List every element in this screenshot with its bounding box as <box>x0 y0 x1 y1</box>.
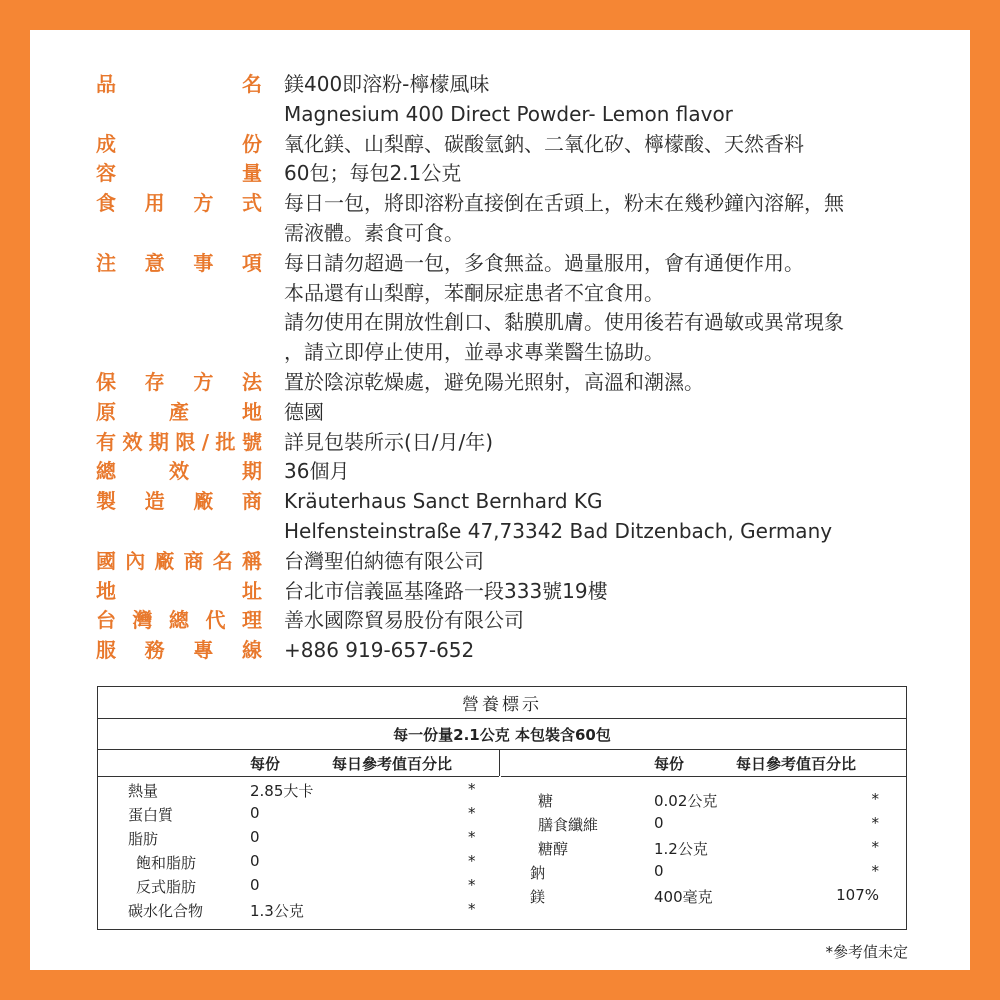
nutrient-name: 鈉 <box>530 864 546 882</box>
nutrient-name: 反式脂肪 <box>136 878 197 896</box>
info-label <box>96 636 284 666</box>
info-label <box>96 428 284 458</box>
label-char: 存 <box>144 369 165 394</box>
label-char: 項 <box>241 250 262 275</box>
info-value <box>284 159 461 189</box>
info-row-usage <box>96 189 926 249</box>
info-value <box>284 636 474 666</box>
info-row-address <box>96 577 926 607</box>
label-char: 效 <box>122 429 143 454</box>
label-char: 用 <box>144 191 165 216</box>
label-char: 理 <box>242 608 262 633</box>
label-char: 品 <box>96 72 116 96</box>
nutrient-amount: 0.02公克 <box>654 792 718 810</box>
info-value-line: 氧化鎂、山梨醇、碳酸氫鈉、二氧化矽、檸檬酸、天然香料 <box>284 131 804 156</box>
label-char: 地 <box>96 578 116 603</box>
nutrient-daily-pct: * <box>468 852 476 870</box>
label-char: 食 <box>96 191 116 216</box>
nutrition-body <box>98 750 906 929</box>
column-divider <box>499 750 500 776</box>
label-char: 內 <box>125 548 146 573</box>
label-char: 號 <box>241 429 262 454</box>
header-per-serving: 每份 <box>654 755 685 773</box>
label-char: 容 <box>96 161 116 186</box>
label-char: 務 <box>144 638 165 663</box>
info-label <box>96 249 284 279</box>
info-row-service <box>96 636 926 666</box>
nutrient-daily-pct: * <box>871 838 879 856</box>
info-value-line: 36個月 <box>284 459 350 484</box>
info-value <box>284 457 349 487</box>
label-char: 線 <box>241 638 262 663</box>
nutrient-daily-pct: 107% <box>836 886 879 904</box>
nutrient-amount: 0 <box>654 814 664 832</box>
info-value <box>284 398 324 428</box>
nutrient-name: 熱量 <box>128 782 159 800</box>
label-char: 灣 <box>132 608 153 633</box>
label-char: / <box>201 429 210 454</box>
label-char: 原 <box>96 399 116 424</box>
info-row-cautions <box>96 249 926 368</box>
info-value-line: 需液體。素食可食。 <box>284 220 464 245</box>
label-char: 限 <box>175 429 196 454</box>
label-char: 期 <box>242 459 262 484</box>
label-char: 保 <box>96 369 116 394</box>
info-label <box>96 547 284 577</box>
nutrient-daily-pct: * <box>871 790 879 808</box>
nutrient-name: 碳水化合物 <box>128 902 204 920</box>
label-char: 產 <box>169 399 189 424</box>
info-label <box>96 159 284 189</box>
info-label <box>96 368 284 398</box>
nutrient-daily-pct: * <box>871 862 879 880</box>
info-row-agent <box>96 606 926 636</box>
info-value-line: Kräuterhaus Sanct Bernhard KG <box>284 489 603 514</box>
info-value-line: 60包；每包2.1公克 <box>284 161 462 186</box>
info-value-line: ，請立即停止使用，並尋求專業醫生協助。 <box>284 340 664 365</box>
info-value-line: 請勿使用在開放性創口、黏膜肌膚。使用後若有過敏或異常現象 <box>284 310 844 335</box>
label-card <box>30 30 970 970</box>
info-label <box>96 189 284 219</box>
info-row-shelf-life <box>96 457 926 487</box>
info-value-line: 善水國際貿易股份有限公司 <box>284 608 524 633</box>
info-value <box>284 577 608 607</box>
label-char: 專 <box>193 638 214 663</box>
info-value <box>284 189 844 249</box>
info-row-manufacturer <box>96 487 926 547</box>
info-row-ingredients <box>96 130 926 160</box>
nutrient-amount: 0 <box>250 852 260 870</box>
info-value-line: Helfensteinstraße 47,73342 Bad Ditzenbach, Germany <box>284 518 833 543</box>
info-label <box>96 130 284 160</box>
label-char: 份 <box>242 131 262 156</box>
label-char: 意 <box>144 250 165 275</box>
info-row-expiry <box>96 428 926 458</box>
nutrient-name: 飽和脂肪 <box>136 854 197 872</box>
info-value <box>284 70 733 130</box>
nutrition-title: 營養標示 <box>98 687 906 719</box>
label-char: 服 <box>96 638 116 663</box>
serving-info: 每一份量2.1公克 本包裝含60包 <box>98 719 906 750</box>
info-row-capacity <box>96 159 926 189</box>
label-char: 總 <box>169 608 189 633</box>
info-value <box>284 487 832 547</box>
info-value-line: 德國 <box>284 399 324 424</box>
nutrient-name: 膳食纖維 <box>538 816 599 834</box>
footnote: *參考值未定 <box>825 943 908 961</box>
info-value-line: 置於陰涼乾燥處，避免陽光照射，高溫和潮濕。 <box>284 369 704 394</box>
label-char: 總 <box>96 459 116 484</box>
label-char: 期 <box>148 429 169 454</box>
header-daily-pct: 每日參考值百分比 <box>736 755 857 773</box>
nutrient-amount: 400毫克 <box>654 888 713 906</box>
label-char: 成 <box>96 131 116 156</box>
label-char: 批 <box>215 429 236 454</box>
info-label <box>96 70 284 100</box>
label-char: 注 <box>96 250 116 275</box>
label-char: 製 <box>96 489 116 514</box>
nutrient-name: 脂肪 <box>128 830 159 848</box>
info-value-line: +886 919-657-652 <box>284 638 475 663</box>
header-underline <box>501 776 906 777</box>
header-per-serving: 每份 <box>250 755 281 773</box>
info-row-origin <box>96 398 926 428</box>
nutrient-amount: 0 <box>250 804 260 822</box>
label-char: 稱 <box>241 548 262 573</box>
label-char: 台 <box>96 608 116 633</box>
nutrient-amount: 1.3公克 <box>250 902 304 920</box>
info-label <box>96 457 284 487</box>
info-value-line: 每日一包，將即溶粉直接倒在舌頭上，粉末在幾秒鐘內溶解，無 <box>284 191 844 216</box>
nutrient-name: 糖 <box>538 792 554 810</box>
info-row-domestic-company <box>96 547 926 577</box>
nutrition-table <box>97 686 907 930</box>
info-label <box>96 398 284 428</box>
product-info <box>96 70 926 666</box>
info-label <box>96 577 284 607</box>
label-char: 方 <box>193 191 214 216</box>
label-char: 地 <box>242 399 262 424</box>
nutrient-daily-pct: * <box>468 876 476 894</box>
info-value <box>284 606 524 636</box>
label-char: 事 <box>193 250 214 275</box>
info-value-line: 詳見包裝所示(日/月/年) <box>284 429 494 454</box>
label-char: 方 <box>193 369 214 394</box>
label-char: 廠 <box>154 548 175 573</box>
header-underline <box>98 776 499 777</box>
nutrient-amount: 0 <box>654 862 664 880</box>
info-value-line: 鎂400即溶粉-檸檬風味 <box>284 72 490 96</box>
label-char: 效 <box>169 459 189 484</box>
nutrient-amount: 0 <box>250 828 260 846</box>
label-char: 有 <box>96 429 116 454</box>
info-value-line: Magnesium 400 Direct Powder- Lemon flavor <box>284 101 733 126</box>
label-char: 名 <box>242 72 262 96</box>
info-label <box>96 606 284 636</box>
info-value <box>284 428 493 458</box>
nutrient-amount: 2.85大卡 <box>250 782 314 800</box>
info-value <box>284 547 484 577</box>
nutrient-daily-pct: * <box>468 900 476 918</box>
nutrient-amount: 0 <box>250 876 260 894</box>
info-value-line: 台灣聖伯納德有限公司 <box>284 548 484 573</box>
info-value-line: 每日請勿超過一包，多食無益。過量服用，會有通便作用。 <box>284 250 804 275</box>
nutrient-amount: 1.2公克 <box>654 840 708 858</box>
nutrient-name: 糖醇 <box>538 840 569 858</box>
info-value <box>284 130 804 160</box>
label-char: 法 <box>241 369 262 394</box>
info-value-line: 本品還有山梨醇，苯酮尿症患者不宜食用。 <box>284 280 664 305</box>
label-char: 商 <box>183 548 204 573</box>
info-row-product-name <box>96 70 926 130</box>
info-label <box>96 487 284 517</box>
info-value-line: 台北市信義區基隆路一段333號19樓 <box>284 578 608 603</box>
header-daily-pct: 每日參考值百分比 <box>332 755 453 773</box>
label-char: 廠 <box>193 489 214 514</box>
label-char: 址 <box>242 578 262 603</box>
info-value <box>284 249 844 368</box>
nutrient-daily-pct: * <box>468 828 476 846</box>
label-char: 代 <box>205 608 226 633</box>
label-char: 商 <box>241 489 262 514</box>
nutrient-name: 蛋白質 <box>128 806 174 824</box>
info-value <box>284 368 704 398</box>
label-char: 國 <box>96 548 116 573</box>
label-char: 式 <box>241 191 262 216</box>
nutrient-daily-pct: * <box>871 814 879 832</box>
label-char: 造 <box>144 489 165 514</box>
nutrient-daily-pct: * <box>468 804 476 822</box>
info-row-storage <box>96 368 926 398</box>
label-char: 量 <box>242 161 262 186</box>
nutrient-daily-pct: * <box>468 780 476 798</box>
label-char: 名 <box>212 548 233 573</box>
nutrient-name: 鎂 <box>530 888 546 906</box>
